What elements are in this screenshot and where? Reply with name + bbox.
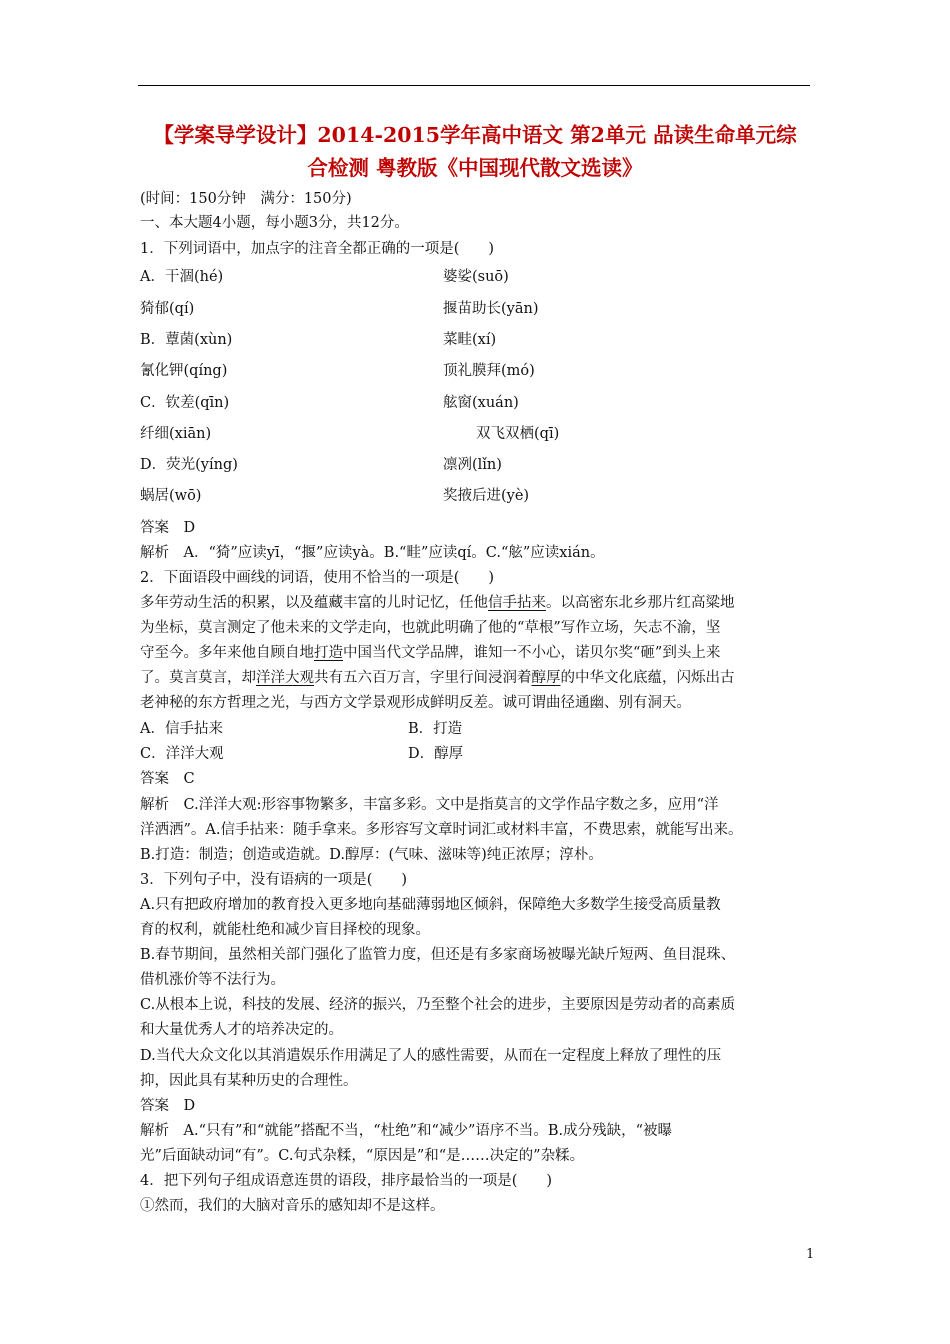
q2-analysis-line-3: B.打造：制造；创造或造就。D.醇厚：(气味、滋味等)纯正浓厚；淳朴。 — [140, 847, 603, 863]
q2-passage-line-1 — [140, 594, 735, 612]
q2-analysis-line-2: 洋洒洒”。A.信手拈来：随手拿来。多形容写文章时词汇或材料丰富，不费思索，就能写出来。 — [140, 822, 743, 838]
q1-d-word-3: 蜗居(wō) — [140, 488, 202, 504]
q1-a-word-1: 干涸(hé) — [164, 269, 224, 285]
q2-passage-line-4 — [140, 669, 735, 687]
q2-option-c: C．洋洋大观 — [140, 746, 224, 762]
q3-option-c-line-2: 和大量优秀人才的培养决定的。 — [140, 1022, 343, 1038]
q1-c-word-2: 舷窗(xuán) — [443, 395, 519, 411]
option-label: B． — [140, 332, 166, 348]
q2-analysis-line-1: 解析 C.洋洋大观:形容事物繁多，丰富多彩。文中是指莫言的文学作品字数之多，应用“洋 — [140, 797, 719, 813]
q2-stem: 2．下面语段中画线的词语，使用不恰当的一项是( ) — [140, 570, 495, 586]
q1-analysis: 解析 A．“猗”应读yī，“揠”应读yà。B.“畦”应读qí。C.“舷”应读xián。 — [140, 545, 605, 561]
q1-a-word-3: 猗郁(qí) — [140, 301, 195, 317]
passage-text: 的中华文化底蕴，闪烁出古 — [560, 670, 735, 686]
q2-option-a: A．信手拈来 — [140, 721, 223, 737]
option-label: D． — [140, 457, 167, 473]
passage-text: 中国当代文学品牌，谁知一不小心，诺贝尔奖“砸”到头上来 — [343, 645, 721, 661]
q3-option-c-line-1: C.从根本上说，科技的发展、经济的振兴，乃至整个社会的进步，主要原因是劳动者的高素质 — [140, 997, 736, 1013]
q1-b-word-3: 氰化钾(qíng) — [140, 363, 228, 379]
q1-b-word-2: 菜畦(xí) — [443, 332, 497, 348]
q1-option-d-line-1 — [140, 456, 238, 474]
q1-option-b-line-1 — [140, 331, 232, 349]
q4-sentence-1: ①然而，我们的大脑对音乐的感知却不是这样。 — [140, 1198, 445, 1214]
q4-stem: 4．把下列句子组成语意连贯的语段，排序最恰当的一项是( ) — [140, 1173, 553, 1189]
underlined-phrase: 醇厚 — [531, 670, 561, 686]
q3-answer: 答案 D — [140, 1098, 196, 1114]
option-label: A． — [140, 269, 165, 285]
passage-text: 共有五六百万言，字里行间浸润着 — [314, 670, 532, 686]
page-title-line-1: 【学案导学设计】2014-2015学年高中语文 第2单元 品读生命单元综 — [153, 123, 797, 147]
q1-d-word-2: 凛冽(lǐn) — [443, 457, 502, 473]
q3-analysis-line-2: 光”后面缺动词“有”。C.句式杂糅，“原因是”和“是……决定的”杂糅。 — [140, 1148, 585, 1164]
section-heading: 一、本大题4小题，每小题3分，共12分。 — [140, 215, 409, 231]
q3-option-a-line-1: A.只有把政府增加的教育投入更多地向基础薄弱地区倾斜，保障绝大多数学生接受高质量教 — [140, 897, 721, 913]
q2-passage-line-3 — [140, 644, 720, 662]
page-number: 1 — [806, 1247, 815, 1262]
q1-d-word-4: 奖掖后进(yè) — [443, 488, 530, 504]
q1-b-word-4: 顶礼膜拜(mó) — [443, 363, 535, 379]
q1-option-a-line-1 — [140, 268, 223, 286]
q1-c-word-4: 双飞双栖(qī) — [476, 426, 560, 442]
underlined-phrase: 信手拈来 — [488, 595, 546, 611]
q1-stem: 1．下列词语中，加点字的注音全都正确的一项是( ) — [140, 241, 495, 257]
q1-option-c-line-1 — [140, 394, 229, 412]
passage-text: 。以高密东北乡那片红高粱地 — [546, 595, 735, 611]
q3-option-d-line-1: D.当代大众文化以其消遣娱乐作用满足了人的感性需要，从而在一定程度上释放了理性的压 — [140, 1048, 722, 1064]
q1-a-word-4: 揠苗助长(yān) — [443, 301, 539, 317]
q3-option-b-line-1: B.春节期间，虽然相关部门强化了监管力度，但还是有多家商场被曝光缺斤短两、鱼目混珠、 — [140, 947, 736, 963]
q1-b-word-1: 蕈菌(xùn) — [165, 332, 233, 348]
q1-answer: 答案 D — [140, 520, 196, 536]
underlined-phrase: 打造 — [314, 645, 343, 661]
q3-option-b-line-2: 借机涨价等不法行为。 — [140, 972, 285, 988]
q2-option-d: D．醇厚 — [408, 746, 464, 762]
option-label: C． — [140, 395, 166, 411]
q3-option-d-line-2: 抑，因此具有某种历史的合理性。 — [140, 1073, 358, 1089]
q2-passage-line-2: 为坐标，莫言测定了他未来的文学走向，也就此明确了他的“草根”写作立场，矢志不渝，坚 — [140, 620, 721, 636]
q1-d-word-1: 荧光(yíng) — [166, 457, 238, 473]
q2-option-b: B．打造 — [408, 721, 463, 737]
passage-text: 了。莫言莫言，却 — [140, 670, 256, 686]
q3-option-a-line-2: 育的权利，就能杜绝和减少盲目择校的现象。 — [140, 922, 430, 938]
q3-stem: 3．下列句子中，没有语病的一项是( ) — [140, 872, 408, 888]
passage-text: 守至今。多年来他自顾自地 — [140, 645, 314, 661]
top-rule — [138, 85, 810, 86]
q2-answer: 答案 C — [140, 771, 195, 787]
underlined-phrase: 洋洋大观 — [256, 670, 314, 686]
q3-analysis-line-1: 解析 A.“只有”和“就能”搭配不当，“杜绝”和“减少”语序不当。B.成分残缺，“被曝 — [140, 1123, 673, 1139]
q1-c-word-1: 钦差(qīn) — [165, 395, 230, 411]
page-title-line-2: 合检测 粤教版《中国现代散文选读》 — [307, 156, 643, 180]
q1-a-word-2: 婆娑(suō) — [443, 269, 509, 285]
q2-passage-line-5: 老神秘的东方哲理之光，与西方文学景观形成鲜明反差。诚可谓曲径通幽、别有洞天。 — [140, 695, 691, 711]
q1-c-word-3: 纤细(xiān) — [140, 426, 212, 442]
exam-meta: (时间：150分钟 满分：150分) — [140, 191, 352, 207]
passage-text: 多年劳动生活的积累，以及蕴藏丰富的儿时记忆，任他 — [140, 595, 488, 611]
